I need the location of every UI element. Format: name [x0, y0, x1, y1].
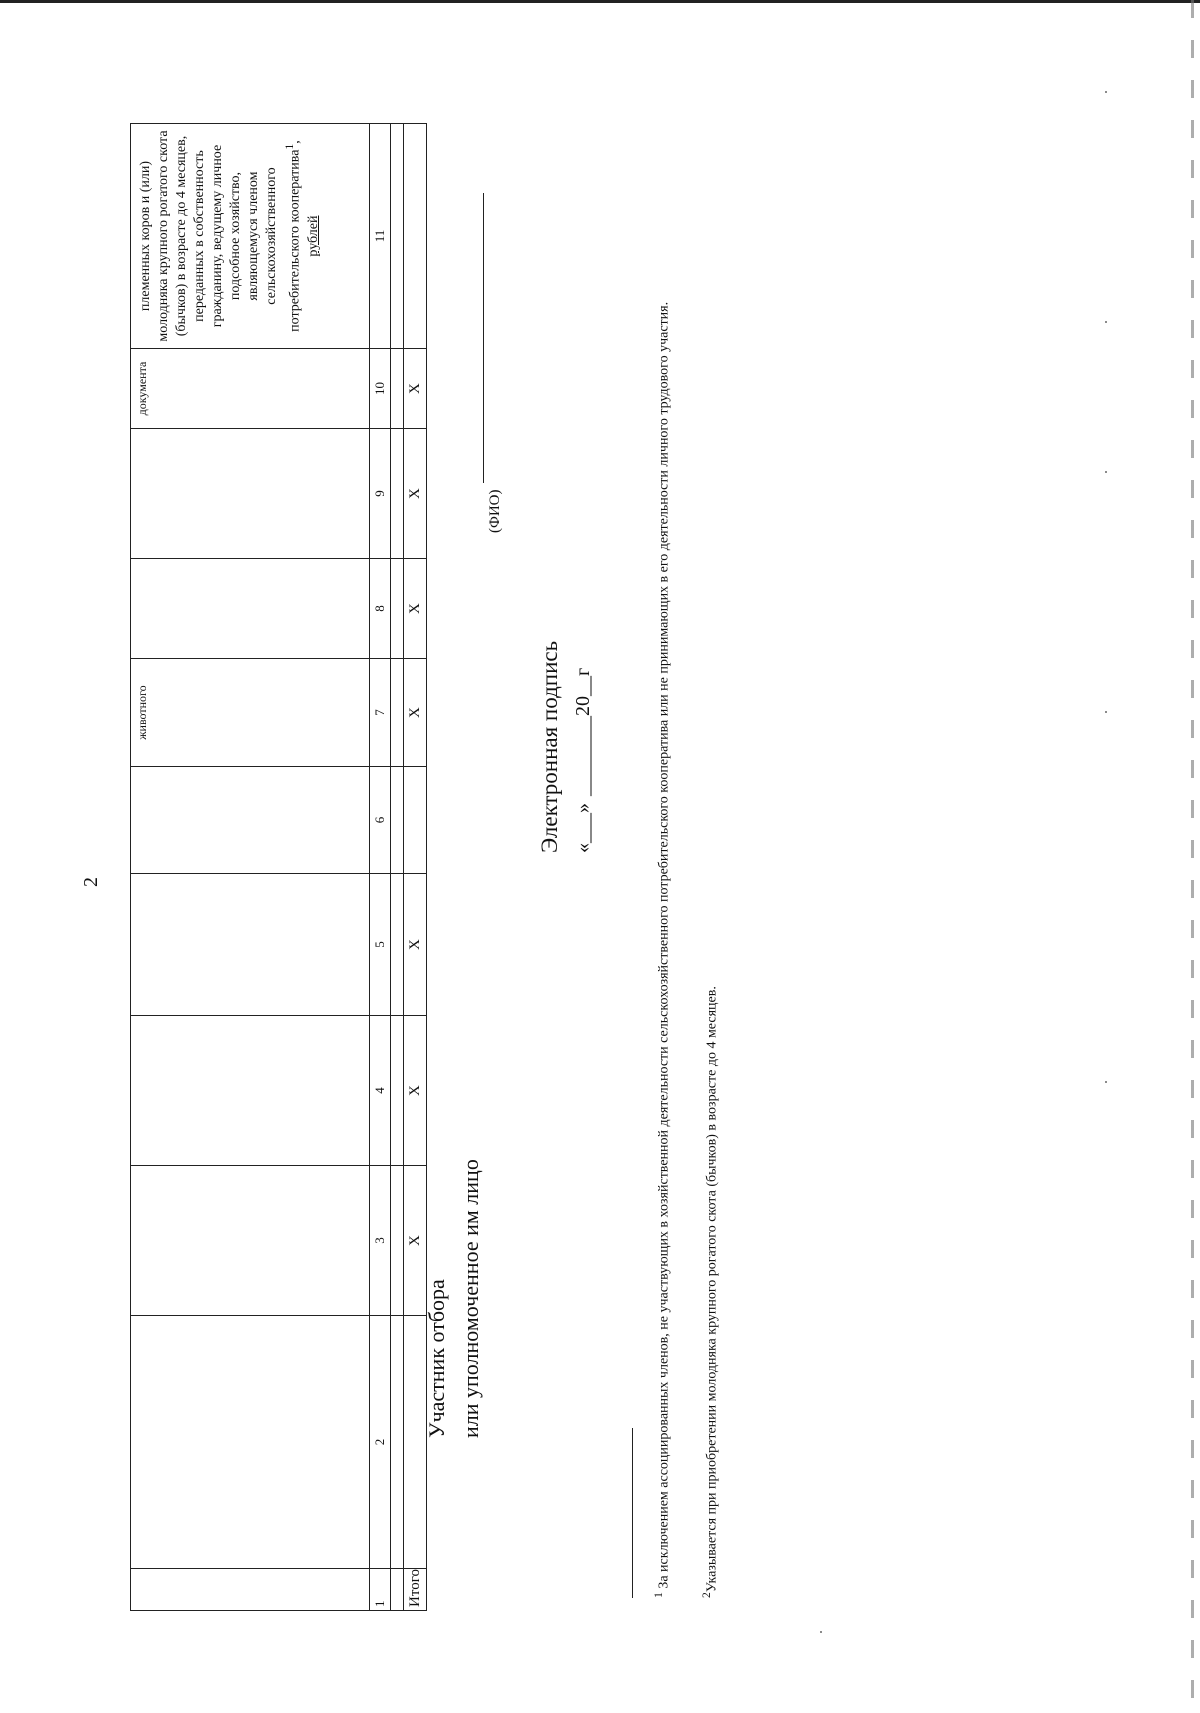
scan-dust [1105, 711, 1107, 713]
col-number: 4 [370, 1016, 391, 1166]
col-number: 7 [370, 659, 391, 767]
header-cell-11-tail: , [287, 140, 303, 144]
scan-dust [1105, 1081, 1107, 1083]
electronic-signature-title: Электронная подпись [537, 640, 562, 853]
header-cell-7: животного [131, 659, 370, 767]
col-number: 11 [370, 124, 391, 349]
footnote-2-text: Указывается при приобретении молодняка крупного рогатого скота (бычков) в возрасте до 4 месяцев. [704, 986, 720, 1593]
col-number: 1 [370, 1569, 391, 1611]
header-cell-2 [131, 1316, 370, 1569]
col-number: 5 [370, 874, 391, 1016]
footnote-ref-1: 1 [283, 143, 296, 150]
table-row-empty [391, 124, 404, 1611]
participant-line-2: или уполномоченное им лицо [458, 1159, 483, 1438]
col-number: 10 [370, 349, 391, 429]
data-table [130, 123, 427, 1611]
total-cell [404, 124, 427, 349]
footnote-1-text: За исключением ассоциированных членов, не участвующих в хозяйственной деятельности сельскохозяйственного потребительского кооператива или не принимающих в его деятельности личного трудового участия. [656, 301, 672, 1589]
total-cell: X [404, 1016, 427, 1166]
header-cell-11 [131, 124, 370, 349]
participant-line-1: Участник отбора [424, 1279, 449, 1438]
header-cell-10: документа [131, 349, 370, 429]
header-cell-4 [131, 1016, 370, 1166]
page-number: 2 [80, 877, 102, 887]
total-cell: X [404, 874, 427, 1016]
header-cell-5 [131, 874, 370, 1016]
total-cell [404, 767, 427, 874]
total-cell: X [404, 1166, 427, 1316]
scan-dust [820, 1631, 822, 1633]
fio-label: (ФИО) [487, 489, 503, 533]
col-number: 8 [370, 559, 391, 659]
header-cell-1 [131, 1569, 370, 1611]
participant-label [420, 1159, 488, 1438]
column-number-row [370, 124, 391, 1611]
scan-dust [1105, 91, 1107, 93]
col-number: 2 [370, 1316, 391, 1569]
header-cell-8 [131, 559, 370, 659]
total-cell: X [404, 349, 427, 429]
footnote-2 [700, 986, 721, 1598]
header-cell-3 [131, 1166, 370, 1316]
table-header-row [131, 124, 370, 1611]
col-number: 6 [370, 767, 391, 874]
footnote-1 [651, 38, 673, 1598]
fio-signature-line [483, 193, 484, 483]
header-cell-9 [131, 429, 370, 559]
col-number: 3 [370, 1166, 391, 1316]
scan-dust [1105, 321, 1107, 323]
footnote-1-mark: 1 [652, 1592, 665, 1598]
total-cell: X [404, 559, 427, 659]
header-cell-6 [131, 767, 370, 874]
header-cell-11-text: племенных коров и (или) молодняка крупного рогатого скота (бычков) в возрасте до 4 месяцев, переданных в собственность гражданину, ведущему личное подсобное хозяйство, являющемуся членом сельскохозяйственного потребительского кооператива [138, 130, 303, 342]
footnote-divider [632, 1428, 633, 1598]
col-number: 9 [370, 429, 391, 559]
total-label: Итого [404, 1569, 427, 1611]
signature-date: «___» ________20__г [572, 667, 594, 853]
footnote-2-mark: 2 [700, 1592, 713, 1598]
total-cell: X [404, 659, 427, 767]
header-unit: рублей [305, 215, 321, 257]
scan-dust [1105, 471, 1107, 473]
total-cell: X [404, 429, 427, 559]
